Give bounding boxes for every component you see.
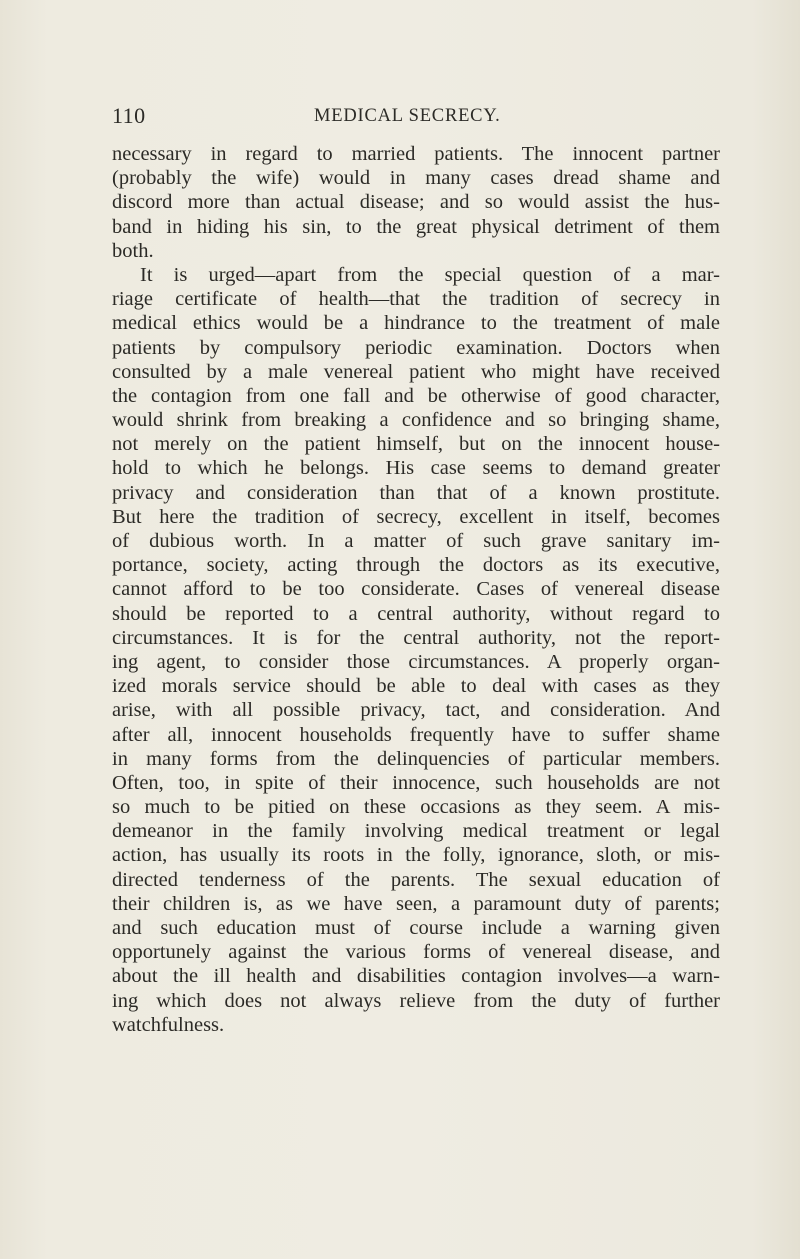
running-head: MEDICAL SECRECY.: [314, 106, 501, 126]
text-line: (probably the wife) would in many cases dread shame and: [112, 167, 720, 190]
text-line: in many forms from the delinquencies of particular members.: [112, 747, 720, 770]
text-line: so much to be pitied on these occasions as they seem. A mis-: [112, 796, 720, 819]
text-line: action, has usually its roots in the folly, ignorance, sloth, or mis-: [112, 844, 720, 867]
text-line: of dubious worth. In a matter of such grave sanitary im-: [112, 530, 720, 552]
text-line: consulted by a male venereal patient who might have received: [112, 360, 720, 383]
text-line: demeanor in the family involving medical treatment or legal: [112, 820, 720, 843]
text-line: opportunely against the various forms of venereal disease, and: [112, 941, 720, 964]
text-line: But here the tradition of secrecy, excellent in itself, becomes: [112, 505, 720, 528]
text-line: Often, too, in spite of their innocence, such households are not: [112, 771, 720, 794]
text-line: It is urged—apart from the special question of a mar-: [140, 263, 720, 286]
text-line: arise, with all possible privacy, tact, and consideration. And: [112, 699, 720, 722]
text-line: circumstances. It is for the central authority, not the report-: [112, 626, 720, 649]
page-header: [112, 103, 717, 137]
text-line: after all, innocent households frequently have to suffer shame: [112, 723, 720, 746]
text-line: directed tenderness of the parents. The sexual education of: [112, 868, 720, 891]
text-line: discord more than actual disease; and so would assist the hus-: [112, 191, 720, 214]
text-line: ing which does not always relieve from the duty of further: [112, 989, 720, 1012]
text-line: necessary in regard to married patients. The innocent partner: [112, 143, 720, 165]
text-line: cannot afford to be too considerate. Cases of venereal disease: [112, 578, 720, 601]
text-line: and such education must of course include a warning given: [112, 917, 720, 939]
text-line: riage certificate of health—that the tradition of secrecy in: [112, 288, 720, 311]
text-line: both.: [112, 239, 154, 262]
text-line: their children is, as we have seen, a paramount duty of parents;: [112, 892, 720, 915]
text-line: the contagion from one fall and be otherwise of good character,: [112, 384, 720, 407]
text-line: band in hiding his sin, to the great physical detriment of them: [112, 215, 720, 238]
text-line: medical ethics would be a hindrance to the treatment of male: [112, 312, 720, 335]
text-line: portance, society, acting through the doctors as its executive,: [112, 554, 720, 577]
text-line: ing agent, to consider those circumstances. A properly organ-: [112, 650, 720, 673]
text-line: about the ill health and disabilities contagion involves—a warn-: [112, 965, 720, 988]
page-number: 110: [112, 103, 146, 128]
body-text: [112, 142, 720, 1037]
text-line: not merely on the patient himself, but on the innocent house-: [112, 433, 720, 456]
text-line: would shrink from breaking a confidence and so bringing shame,: [112, 409, 720, 432]
text-line: ized morals service should be able to deal with cases as they: [112, 675, 720, 698]
text-line: patients by compulsory periodic examination. Doctors when: [112, 336, 720, 359]
text-line: should be reported to a central authority, without regard to: [112, 602, 720, 625]
text-line: watchfulness.: [112, 1013, 225, 1036]
text-line: hold to which he belongs. His case seems to demand greater: [112, 457, 720, 480]
text-line: privacy and consideration than that of a known prostitute.: [112, 481, 720, 504]
